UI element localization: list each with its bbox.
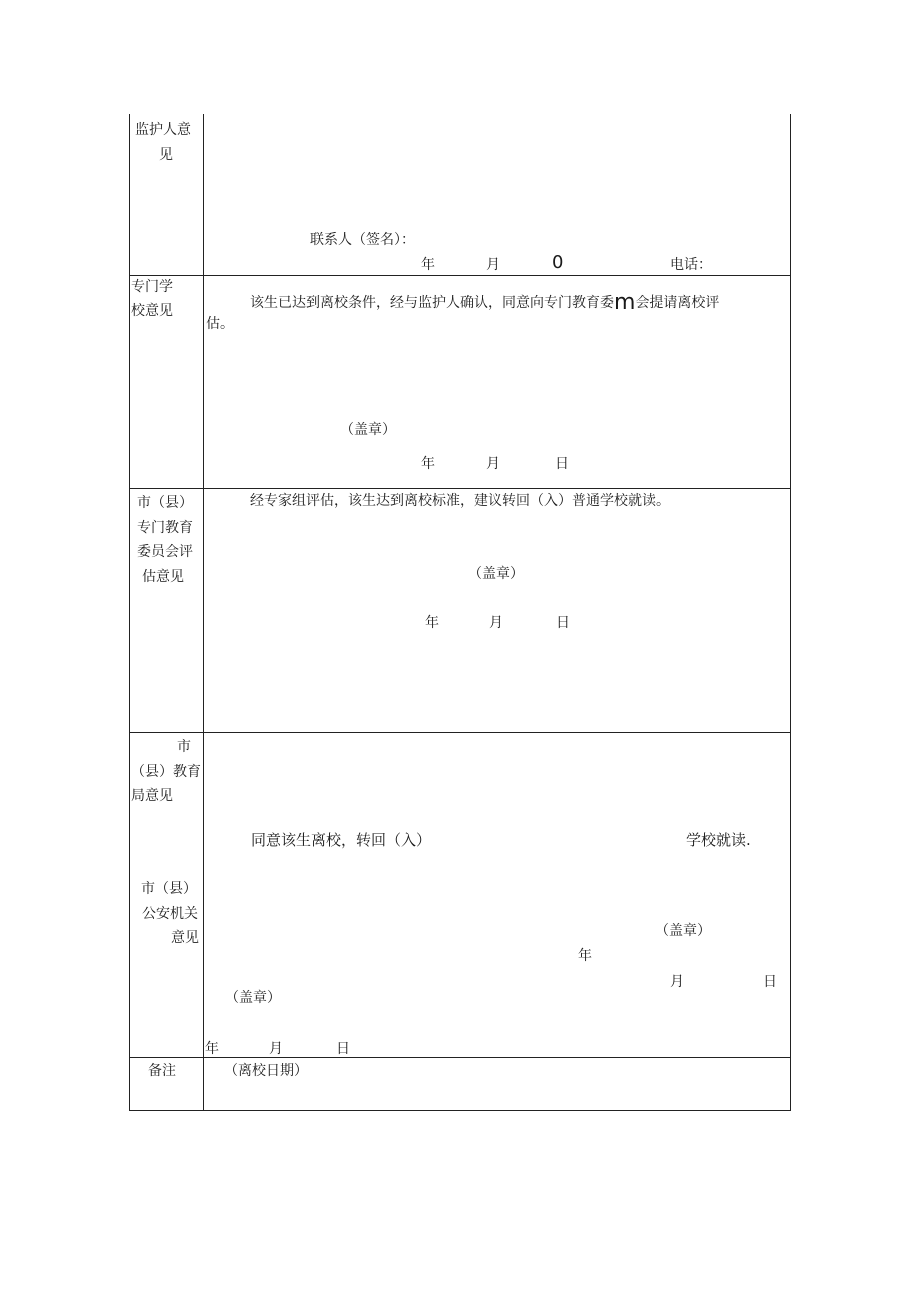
special-school-text-line2: 估。 [206, 316, 234, 332]
special-school-label-line1: 专门学 [131, 279, 173, 295]
police-seal: （盖章） [225, 990, 281, 1006]
police-label-line3: 意见 [171, 930, 199, 946]
bureau-day: 日 [763, 974, 777, 990]
bureau-label-line2: （县）教育 [131, 764, 201, 780]
police-day: 日 [336, 1041, 350, 1057]
committee-label-line2: 专门教育 [137, 520, 193, 536]
guardian-month: 月 [486, 257, 500, 273]
bureau-text-left: 同意该生离校，转回（入） [251, 831, 432, 849]
committee-day: 日 [556, 615, 570, 631]
special-school-text-part1: 该生已达到离校条件，经与监护人确认，同意向专门教育委 [250, 295, 614, 311]
special-school-day: 日 [555, 456, 569, 472]
police-label-line2: 公安机关 [142, 906, 198, 922]
row-divider-school [129, 488, 791, 489]
bureau-year: 年 [578, 948, 592, 964]
bureau-label-line3: 局意见 [131, 788, 173, 804]
guardian-year: 年 [421, 257, 435, 273]
special-school-text-glyph: m [614, 290, 636, 315]
row-divider-guardian [129, 275, 791, 276]
committee-label-line1: 市（县） [137, 495, 193, 511]
committee-label-line3: 委员会评 [137, 544, 193, 560]
committee-seal: （盖章） [468, 566, 524, 582]
remarks-value: （离校日期） [224, 1063, 308, 1079]
special-school-month: 月 [486, 456, 500, 472]
guardian-phone-label: 电话： [670, 257, 712, 273]
table-left-border [129, 114, 130, 1111]
bureau-label-line1: 市 [177, 739, 191, 755]
special-school-text-line1 [250, 289, 719, 313]
guardian-contact-label: 联系人（签名）： [310, 232, 415, 248]
guardian-label-line1: 监护人意 [135, 122, 191, 138]
row-divider-bureau [129, 1057, 791, 1058]
committee-label-line4: 估意见 [142, 569, 184, 585]
row-divider-committee [129, 732, 791, 733]
committee-month: 月 [489, 615, 503, 631]
special-school-label-line2: 校意见 [131, 303, 173, 319]
police-year: 年 [205, 1041, 219, 1057]
remarks-label: 备注 [148, 1063, 176, 1079]
guardian-label-line2: 见 [159, 147, 173, 163]
bureau-month: 月 [670, 974, 684, 990]
bureau-seal: （盖章） [655, 923, 711, 939]
police-month: 月 [269, 1041, 283, 1057]
table-right-border [790, 114, 791, 1111]
committee-year: 年 [425, 615, 439, 631]
table-bottom-border [129, 1110, 791, 1111]
committee-text: 经专家组评估，该生达到离校标准，建议转回（入）普通学校就读。 [250, 493, 670, 509]
special-school-text-part2: 会提请离校评 [635, 295, 720, 311]
special-school-seal: （盖章） [340, 422, 396, 438]
police-label-line1: 市（县） [141, 881, 197, 897]
special-school-year: 年 [421, 456, 435, 472]
guardian-day: 0 [552, 252, 564, 273]
table-column-divider [203, 114, 204, 1111]
bureau-text-right: 学校就读. [686, 831, 751, 849]
